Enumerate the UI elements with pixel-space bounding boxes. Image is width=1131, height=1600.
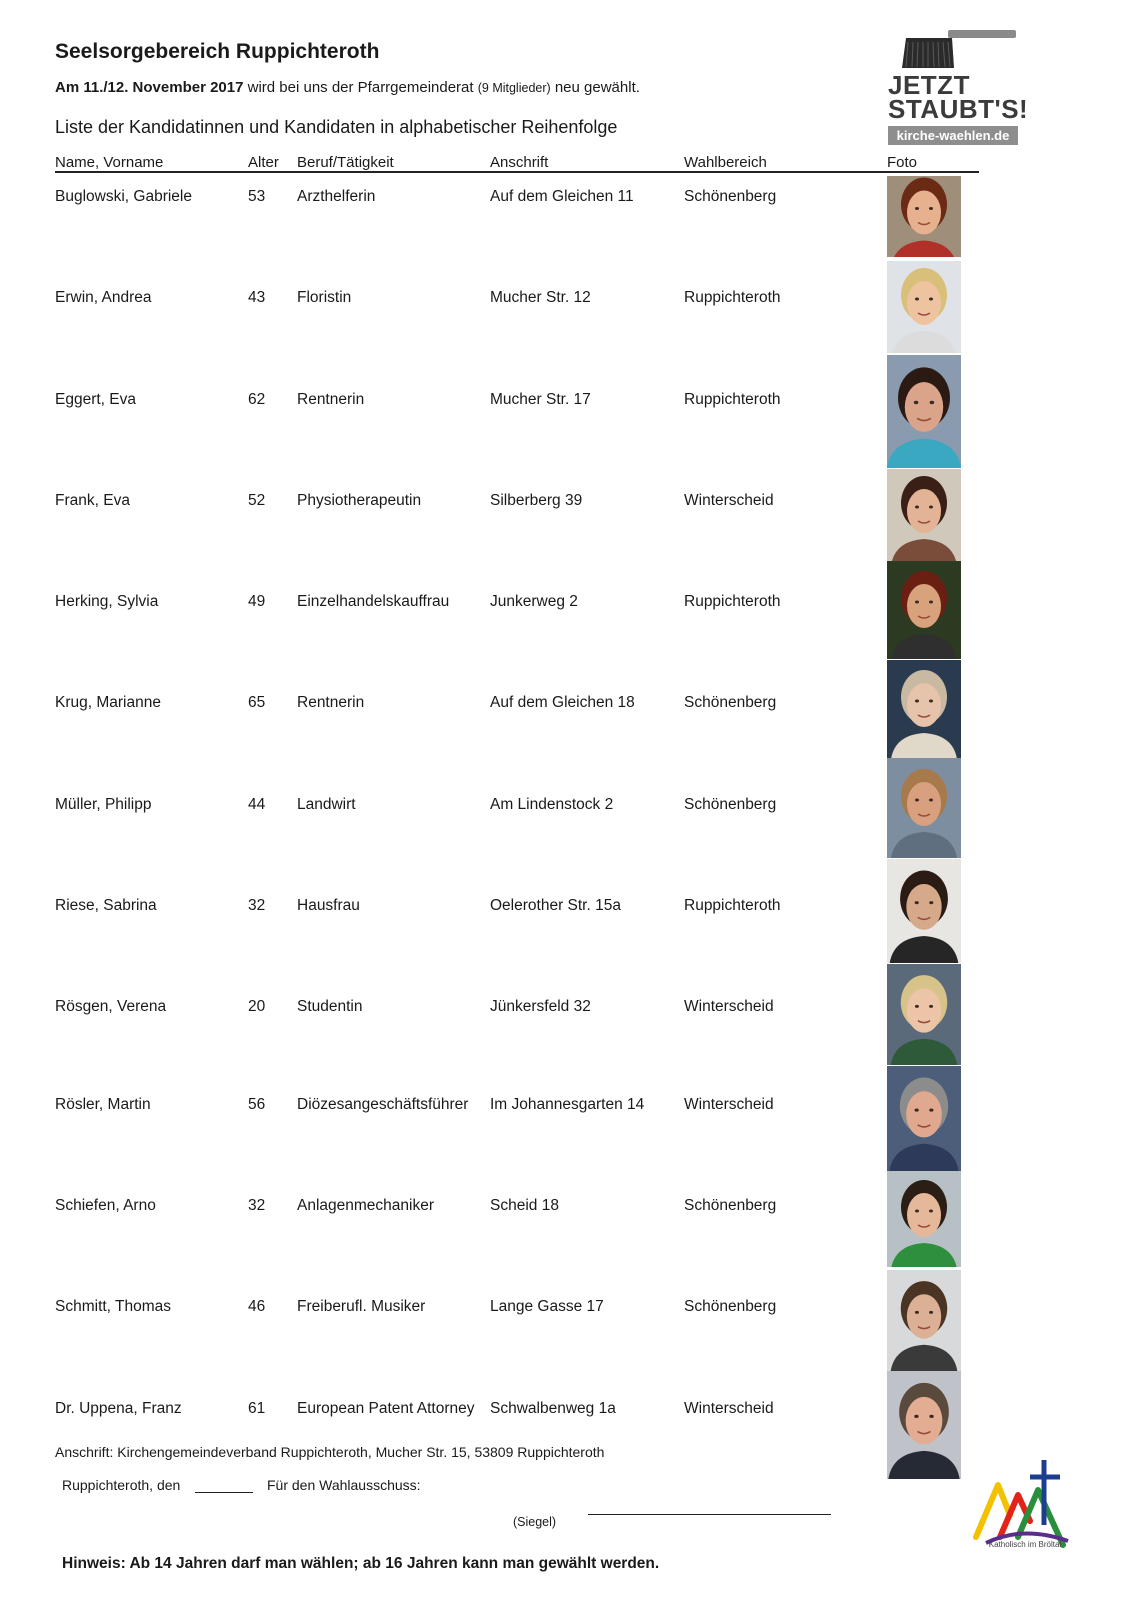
candidate-address: Schwalbenweg 1a bbox=[490, 1400, 616, 1417]
candidate-job: Floristin bbox=[297, 289, 352, 306]
candidate-job: Diözesangeschäftsführer bbox=[297, 1096, 469, 1113]
candidate-area: Ruppichteroth bbox=[684, 593, 781, 610]
candidate-address: Silberberg 39 bbox=[490, 492, 583, 509]
candidate-address: Junkerweg 2 bbox=[490, 593, 578, 610]
candidate-name: Erwin, Andrea bbox=[55, 289, 152, 306]
footer-address: Anschrift: Kirchengemeindeverband Ruppichteroth, Mucher Str. 15, 53809 Ruppichteroth bbox=[55, 1444, 605, 1460]
logo-text-line1: JETZT bbox=[888, 70, 970, 100]
candidate-job: Landwirt bbox=[297, 796, 356, 813]
election-committee-label: Für den Wahlausschuss: bbox=[267, 1477, 421, 1493]
date-blank-line bbox=[195, 1492, 253, 1493]
candidate-address: Lange Gasse 17 bbox=[490, 1298, 604, 1315]
candidate-photo bbox=[887, 176, 961, 257]
candidate-address: Mucher Str. 17 bbox=[490, 391, 591, 408]
candidate-photo bbox=[887, 1066, 961, 1171]
candidate-address: Auf dem Gleichen 18 bbox=[490, 694, 635, 711]
candidate-area: Schönenberg bbox=[684, 694, 777, 711]
candidate-photo bbox=[887, 1270, 961, 1371]
candidate-area: Schönenberg bbox=[684, 188, 777, 205]
candidate-address: Auf dem Gleichen 11 bbox=[490, 188, 634, 205]
candidate-area: Ruppichteroth bbox=[684, 391, 781, 408]
candidate-age: 49 bbox=[248, 593, 266, 610]
candidate-name: Schmitt, Thomas bbox=[55, 1298, 172, 1315]
hint-text: Hinweis: Ab 14 Jahren darf man wählen; ab 16 Jahren kann man gewählt werden. bbox=[62, 1555, 660, 1572]
candidate-name: Rösgen, Verena bbox=[55, 998, 167, 1015]
election-text: wird bei uns der Pfarrgemeinderat bbox=[243, 79, 478, 96]
candidate-age: 62 bbox=[248, 391, 266, 408]
brush-icon bbox=[900, 34, 955, 68]
candidate-job: Einzelhandelskauffrau bbox=[297, 593, 450, 610]
candidate-photo bbox=[887, 355, 961, 468]
column-header-address: Anschrift bbox=[490, 154, 549, 171]
candidate-address: Oelerother Str. 15a bbox=[490, 897, 621, 914]
candidate-area: Schönenberg bbox=[684, 1298, 777, 1315]
header-divider bbox=[55, 171, 979, 173]
candidate-area: Winterscheid bbox=[684, 998, 774, 1015]
candidate-photo bbox=[887, 758, 961, 858]
candidate-area: Ruppichteroth bbox=[684, 897, 781, 914]
column-header-job: Beruf/Tätigkeit bbox=[297, 154, 394, 171]
election-info bbox=[55, 79, 640, 96]
candidate-address: Mucher Str. 12 bbox=[490, 289, 591, 306]
candidate-area: Winterscheid bbox=[684, 492, 774, 509]
logo-url: kirche-waehlen.de bbox=[888, 126, 1018, 145]
candidate-job: European Patent Attorney bbox=[297, 1400, 475, 1417]
candidate-address: Am Lindenstock 2 bbox=[490, 796, 614, 813]
candidate-photo bbox=[887, 859, 961, 963]
candidate-area: Schönenberg bbox=[684, 796, 777, 813]
candidate-job: Physiotherapeutin bbox=[297, 492, 422, 509]
candidate-name: Krug, Marianne bbox=[55, 694, 161, 711]
candidate-photo bbox=[887, 561, 961, 659]
signature-line bbox=[588, 1514, 831, 1515]
candidate-photo bbox=[887, 1171, 961, 1267]
candidate-age: 32 bbox=[248, 897, 266, 914]
seal-label: (Siegel) bbox=[513, 1515, 557, 1529]
candidate-age: 61 bbox=[248, 1400, 266, 1417]
candidate-name: Müller, Philipp bbox=[55, 796, 152, 813]
footer-place-date: Ruppichteroth, den bbox=[62, 1477, 181, 1493]
candidate-job: Hausfrau bbox=[297, 897, 360, 914]
candidate-age: 53 bbox=[248, 188, 266, 205]
candidate-area: Winterscheid bbox=[684, 1400, 774, 1417]
candidate-name: Eggert, Eva bbox=[55, 391, 136, 408]
candidate-age: 52 bbox=[248, 492, 266, 509]
page-title: Seelsorgebereich Ruppichteroth bbox=[55, 40, 380, 63]
candidate-age: 20 bbox=[248, 998, 266, 1015]
candidate-photo bbox=[887, 261, 961, 353]
candidate-address: Scheid 18 bbox=[490, 1197, 559, 1214]
candidate-name: Schiefen, Arno bbox=[55, 1197, 156, 1214]
candidate-address: Im Johannesgarten 14 bbox=[490, 1096, 645, 1113]
column-header-age: Alter bbox=[248, 154, 279, 171]
candidate-name: Frank, Eva bbox=[55, 492, 130, 509]
candidate-area: Ruppichteroth bbox=[684, 289, 781, 306]
column-header-photo: Foto bbox=[887, 154, 918, 171]
candidate-age: 32 bbox=[248, 1197, 266, 1214]
candidate-job: Arzthelferin bbox=[297, 188, 376, 205]
candidate-photo bbox=[887, 964, 961, 1065]
candidate-area: Schönenberg bbox=[684, 1197, 777, 1214]
candidate-age: 65 bbox=[248, 694, 266, 711]
candidate-job: Rentnerin bbox=[297, 694, 365, 711]
candidate-job: Studentin bbox=[297, 998, 363, 1015]
candidate-address: Jünkersfeld 32 bbox=[490, 998, 591, 1015]
candidate-name: Buglowski, Gabriele bbox=[55, 188, 192, 205]
candidate-age: 56 bbox=[248, 1096, 266, 1113]
column-header-area: Wahlbereich bbox=[684, 154, 767, 171]
candidate-job: Anlagenmechaniker bbox=[297, 1197, 435, 1214]
candidate-job: Freiberufl. Musiker bbox=[297, 1298, 426, 1315]
candidate-job: Rentnerin bbox=[297, 391, 365, 408]
election-date: Am 11./12. November 2017 bbox=[55, 79, 244, 96]
candidate-age: 44 bbox=[248, 796, 266, 813]
candidate-photo bbox=[887, 469, 961, 561]
brush-handle-icon bbox=[948, 30, 1016, 38]
candidate-name: Dr. Uppena, Franz bbox=[55, 1400, 182, 1417]
candidate-name: Rösler, Martin bbox=[55, 1096, 151, 1113]
parish-logo-caption: Katholisch im Bröltal bbox=[988, 1540, 1062, 1549]
candidate-age: 43 bbox=[248, 289, 266, 306]
column-header-name: Name, Vorname bbox=[55, 154, 164, 171]
member-count: (9 Mitglieder) bbox=[477, 81, 551, 95]
candidate-name: Herking, Sylvia bbox=[55, 593, 159, 610]
candidate-age: 46 bbox=[248, 1298, 266, 1315]
logo-text-line2: STAUBT'S! bbox=[888, 94, 1029, 124]
list-heading: Liste der Kandidatinnen und Kandidaten in alphabetischer Reihenfolge bbox=[55, 117, 618, 137]
candidate-area: Winterscheid bbox=[684, 1096, 774, 1113]
candidate-photo bbox=[887, 660, 961, 758]
election-text-end: neu gewählt. bbox=[550, 79, 640, 96]
candidate-name: Riese, Sabrina bbox=[55, 897, 157, 914]
candidate-photo bbox=[887, 1371, 961, 1479]
